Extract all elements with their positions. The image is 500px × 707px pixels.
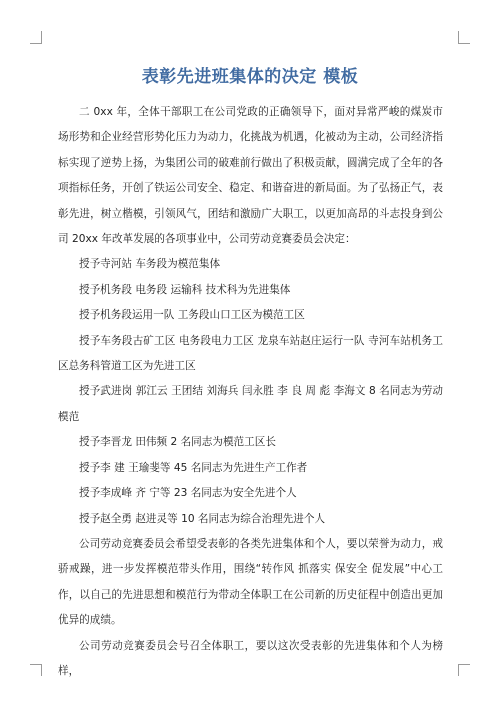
paragraph-award-model-workarea: 授予机务段运用一队 工务段山口工区为模范工区: [79, 309, 305, 322]
paragraph-hope: 公司劳动竞赛委员会希望受表彰的各类先进集体和个人，要以荣誉为动力，戒骄戒躁，进一步发挥模范带头作用，围绕“转作风 抓落实 保安全 促发展”中心工作，以自己的先进思想和模范行为带动全体职工在公司新的历史征程中创造出更加优异的成绩。: [58, 537, 443, 627]
paragraph-award-advanced-collective: 授予机务段 电务段 运输科 技术科为先进集体: [79, 283, 291, 296]
paragraph-award-model-collective: 授予寺河站 车务段为模范集体: [79, 258, 221, 271]
crop-mark-bottom-right-h: [458, 664, 470, 665]
paragraph-award-labor-model: 授予武进岗 郭江云 王团结 刘海兵 闫永胜 李 良 周 彪 李海文 8 名同志为劳动模范: [58, 385, 443, 423]
crop-mark-bottom-left-v: [41, 664, 42, 676]
paragraph-award-safety: 授予李成峰 齐 宁等 23 名同志为安全先进个人: [79, 487, 297, 500]
document-body: [58, 100, 443, 684]
crop-mark-top-right-h: [458, 43, 470, 44]
paragraph-award-model-leader: 授予李晋龙 田伟频 2 名同志为模范工区长: [79, 436, 276, 449]
crop-mark-top-left-h: [30, 43, 42, 44]
paragraph-call: 公司劳动竞赛委员会号召全体职工，要以这次受表彰的先进集体和个人为榜样，: [58, 639, 443, 677]
paragraph-award-governance: 授予赵全勇 赵进灵等 10 名同志为综合治理先进个人: [79, 512, 326, 525]
crop-mark-top-right-v: [458, 31, 459, 43]
paragraph-intro: 二 0xx 年，全体干部职工在公司党政的正确领导下，面对异常严峻的煤炭市场形势和企业经营形势化压力为动力，化挑战为机遇，化被动为主动，公司经济指标实现了逆势上扬，为集团公司的破难前行做出了积极贡献，圆满完成了全年的各项指标任务，开创了铁运公司安全、稳定、和谐奋进的新局面。为了弘扬正气，表彰先进，树立楷模，引领风气，团结和激励广大职工，以更加高昂的斗志投身到公司 20xx 年改革发展的各项事业中，公司劳动竞赛委员会决定：: [58, 106, 443, 246]
crop-mark-bottom-right-v: [458, 664, 459, 676]
document-title: 表彰先进班集体的决定 模板: [141, 67, 359, 87]
paragraph-award-advanced-worker: 授予李 建 王瑜斐等 45 名同志为先进生产工作者: [79, 461, 308, 474]
crop-mark-top-left-v: [41, 31, 42, 43]
paragraph-award-advanced-workarea: 授予车务段古矿工区 电务段电力工区 龙泉车站赵庄运行一队 寺河车站机务工区总务科管道工区为先进工区: [58, 334, 443, 373]
